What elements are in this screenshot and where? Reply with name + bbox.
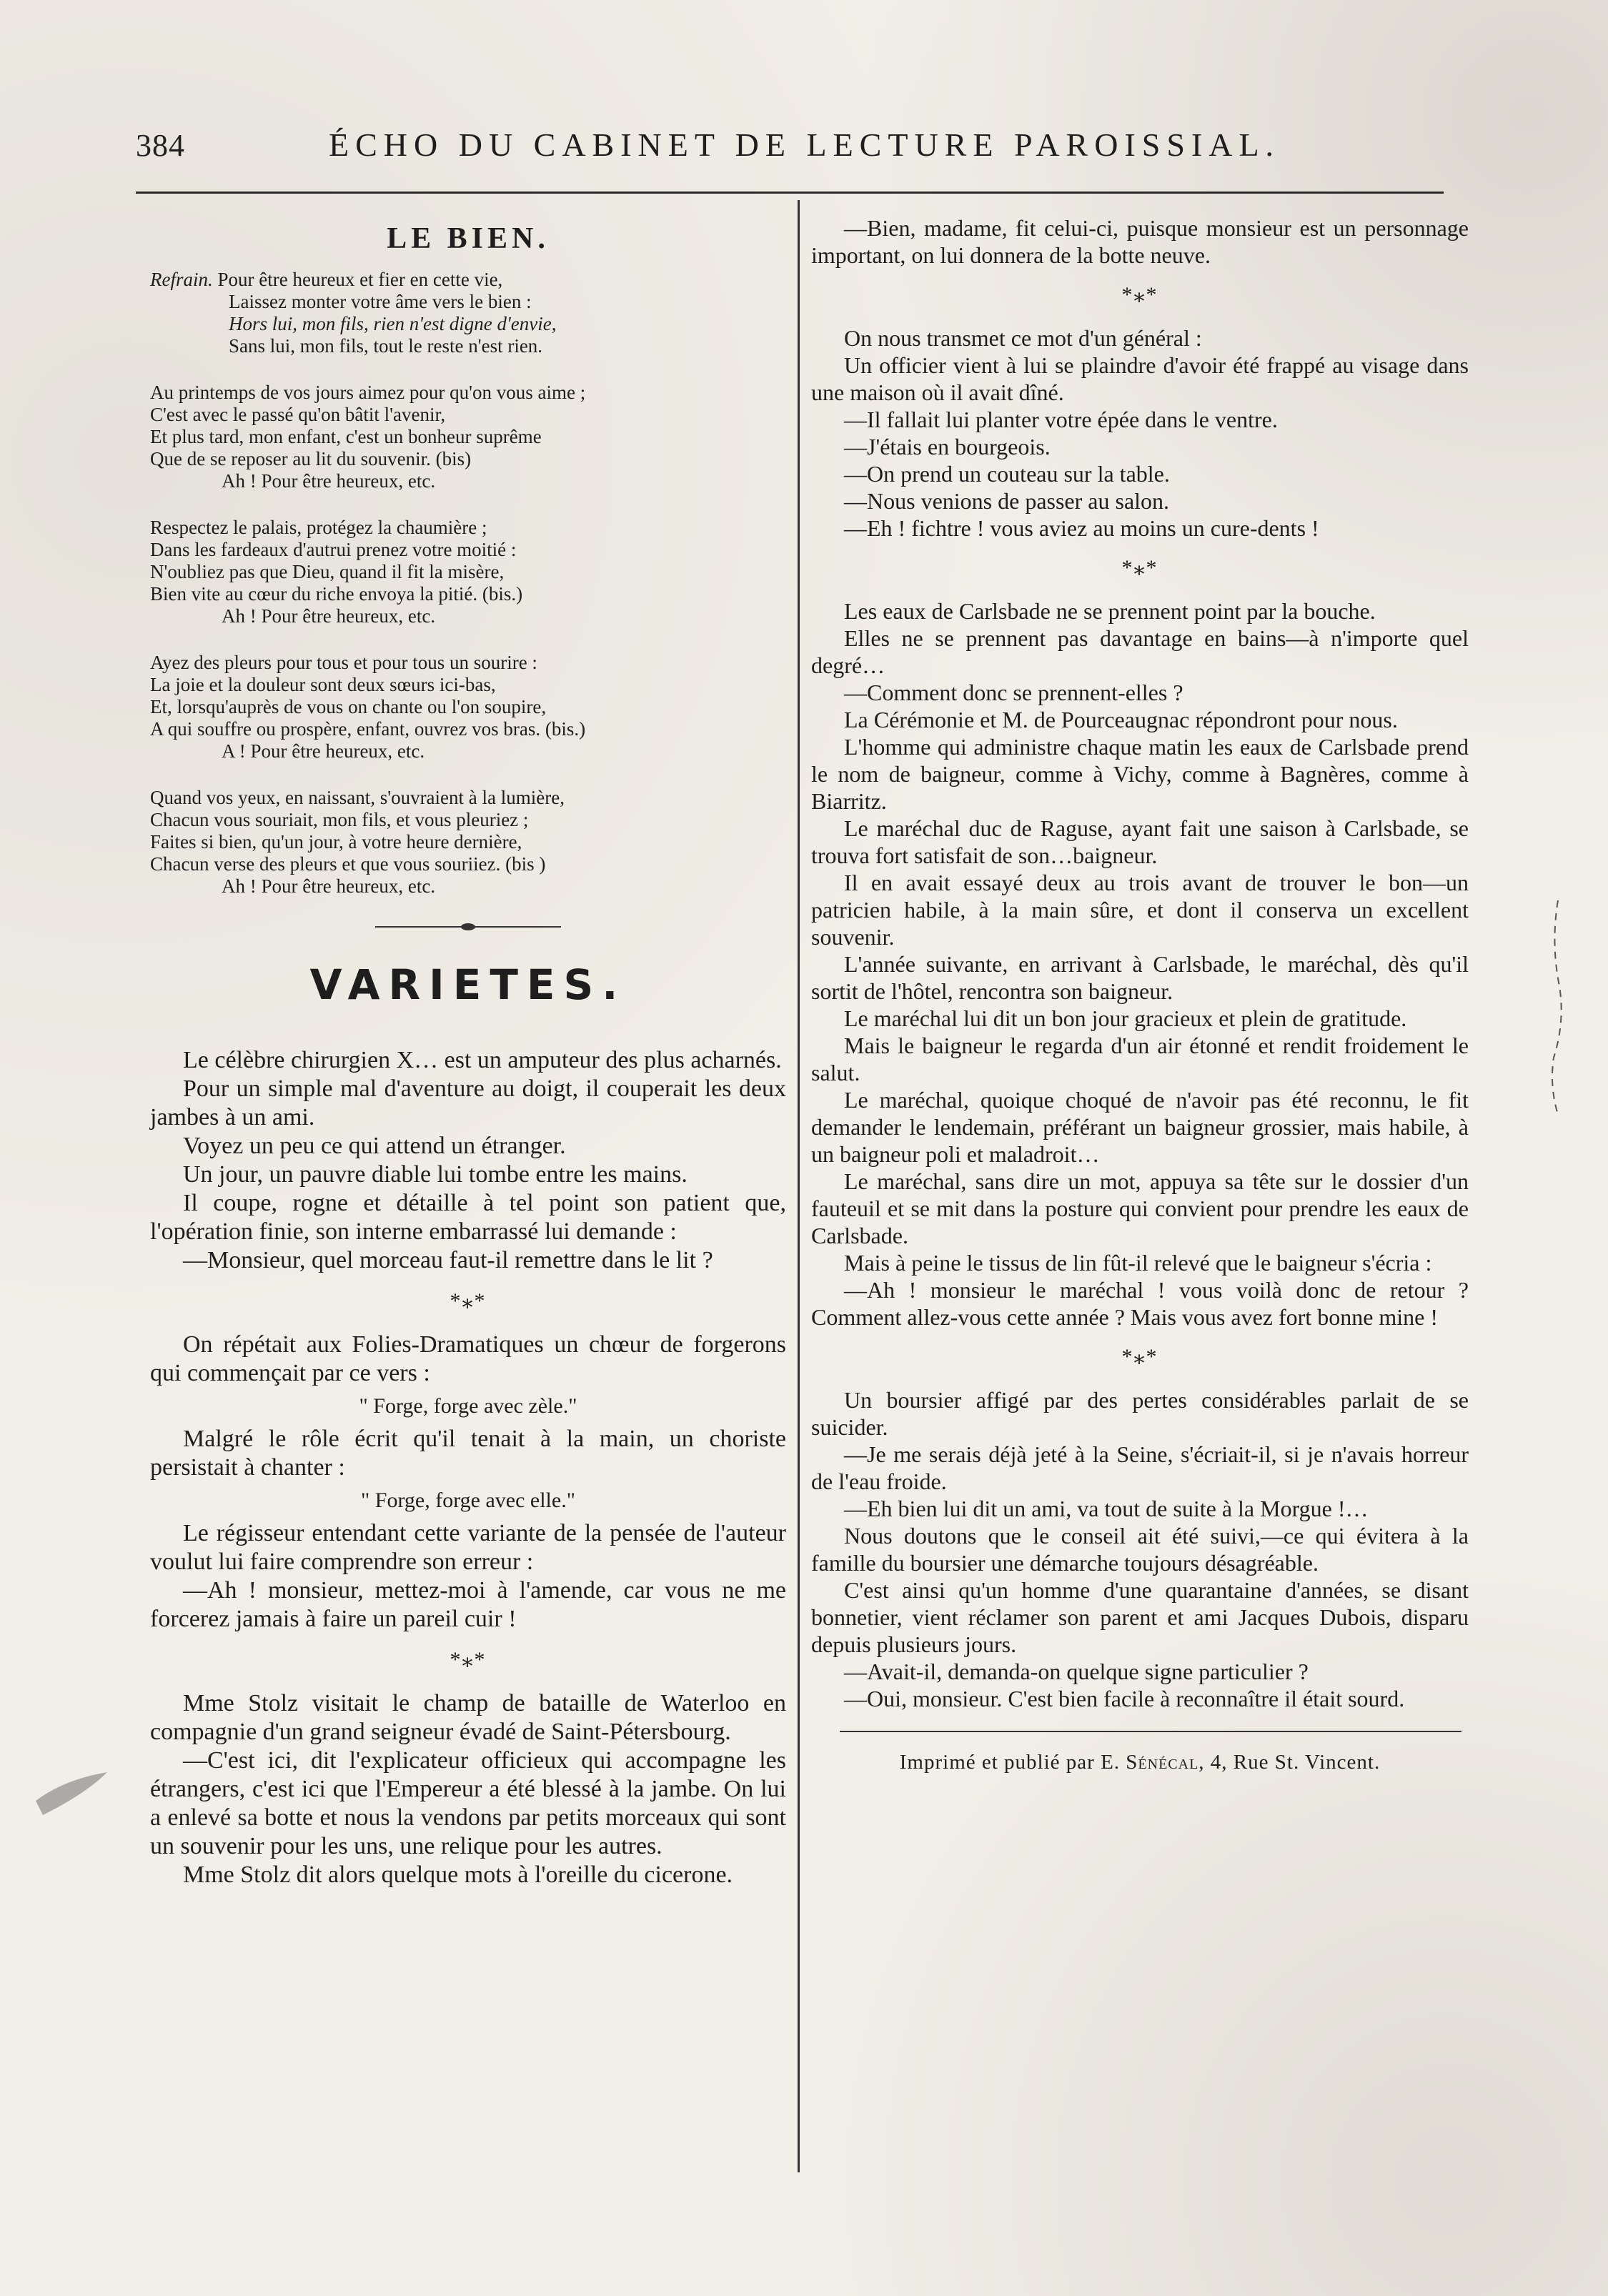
- article-paragraph: —Monsieur, quel morceau faut-il remettre dans le lit ?: [183, 1247, 713, 1273]
- article-paragraph: Un boursier affigé par des pertes considérables parlait de se suicider.: [811, 1387, 1469, 1440]
- right-column: [811, 214, 1469, 1774]
- article-paragraph: Mme Stolz visitait le champ de bataille de Waterloo en compagnie d'un grand seigneur évadé de Saint-Pétersbourg.: [150, 1690, 786, 1745]
- imprint-printer-name: Sénécal: [1126, 1751, 1199, 1774]
- poem-stanza: [150, 787, 786, 898]
- article-paragraph: Il en avait essayé deux au trois avant de trouver le bon—un patricien habile, à la main sûre, et dont il conserva un excellent souvenir.: [811, 870, 1469, 950]
- section-stars: *⁎*: [1121, 1345, 1158, 1368]
- imprint-prefix: Imprimé et publié par E.: [899, 1751, 1126, 1774]
- poem-refrain: [150, 269, 786, 357]
- column-divider: [798, 200, 800, 2172]
- section-stars: *⁎*: [450, 1289, 487, 1313]
- poem-line: Chacun verse des pleurs et que vous souriiez. (bis ): [150, 853, 546, 875]
- article-paragraph: Le régisseur entendant cette variante de la pensée de l'auteur voulut lui faire comprendre son erreur :: [150, 1520, 786, 1575]
- section-ornament: [375, 926, 561, 928]
- article-paragraph: —Bien, madame, fit celui-ci, puisque monsieur est un personnage important, on lui donnera de la botte neuve.: [811, 215, 1469, 268]
- poem-line: Bien vite au cœur du riche envoya la pitié. (bis.): [150, 583, 523, 605]
- quoted-verse: " Forge, forge avec elle.": [361, 1489, 575, 1512]
- article-paragraph: Mais à peine le tissus de lin fût-il relevé que le baigneur s'écria :: [844, 1250, 1432, 1276]
- article-paragraph: —Ah ! monsieur, mettez-moi à l'amende, car vous ne me forcerez jamais à faire un pareil cuir !: [150, 1577, 786, 1632]
- article-paragraph: Malgré le rôle écrit qu'il tenait à la main, un choriste persistait à chanter :: [150, 1426, 786, 1481]
- poem-line: Et, lorsqu'auprès de vous on chante ou l'on soupire,: [150, 696, 547, 717]
- poem-line: Que de se reposer au lit du souvenir. (bis): [150, 448, 472, 469]
- poem-line: [150, 269, 786, 291]
- article-paragraph: —Oui, monsieur. C'est bien facile à reconnaître il était sourd.: [844, 1686, 1405, 1711]
- imprint-suffix: , 4, Rue St. Vincent.: [1198, 1751, 1381, 1774]
- article-paragraph: Voyez un peu ce qui attend un étranger.: [183, 1133, 566, 1159]
- poem-line: Faites si bien, qu'un jour, à votre heure dernière,: [150, 831, 522, 853]
- article-paragraph: Les eaux de Carlsbade ne se prennent point par la bouche.: [844, 598, 1376, 624]
- poem-line: La joie et la douleur sont deux sœurs ici-bas,: [150, 674, 496, 695]
- poem-chorus: Ah ! Pour être heureux, etc.: [222, 470, 436, 492]
- article-paragraph: —Eh bien lui dit un ami, va tout de suite à la Morgue !…: [844, 1496, 1369, 1521]
- article-paragraph: —Ah ! monsieur le maréchal ! vous voilà donc de retour ? Comment allez-vous cette année ? Mais vous avez fort bonne mine !: [811, 1277, 1469, 1330]
- poem-title: LE BIEN.: [387, 222, 550, 255]
- article-paragraph: Le maréchal lui dit un bon jour gracieux et plein de gratitude.: [844, 1005, 1407, 1031]
- imprint-rule: [840, 1731, 1461, 1732]
- poem-line: Sans lui, mon fils, tout le reste n'est rien.: [229, 335, 543, 357]
- article-paragraph: Mme Stolz dit alors quelque mots à l'oreille du cicerone.: [183, 1862, 733, 1888]
- running-title: ÉCHO DU CABINET DE LECTURE PAROISSIAL.: [329, 126, 1281, 163]
- poem-line: Respectez le palais, protégez la chaumière ;: [150, 517, 487, 538]
- page-number: 384: [136, 128, 185, 163]
- poem-stanza: [150, 517, 786, 627]
- article-paragraph: —Comment donc se prennent-elles ?: [844, 680, 1183, 705]
- poem-stanza: [150, 382, 786, 492]
- poem-line: N'oubliez pas que Dieu, quand il fit la misère,: [150, 561, 505, 582]
- article-paragraph: —J'étais en bourgeois.: [844, 434, 1051, 459]
- article-paragraph: —C'est ici, dit l'explicateur officieux qui accompagne les étrangers, c'est ici que l'Empereur a été blessé à la jambe. On lui a enlevé sa botte et nous la vendons par petits morceaux qui sont un souvenir pour les uns, une relique pour les autres.: [150, 1747, 786, 1859]
- poem-line: Au printemps de vos jours aimez pour qu'on vous aime ;: [150, 382, 586, 403]
- section-stars: *⁎*: [1121, 556, 1158, 580]
- poem-line: C'est avec le passé qu'on bâtit l'avenir,: [150, 404, 446, 425]
- article-paragraph: —Nous venions de passer au salon.: [844, 488, 1170, 514]
- imprint-line: [811, 1751, 1469, 1774]
- section-stars: *⁎*: [1121, 283, 1158, 307]
- article-paragraph: Mais le baigneur le regarda d'un air étonné et rendit froidement le salut.: [811, 1033, 1469, 1085]
- section-stars: *⁎*: [450, 1648, 487, 1671]
- article-paragraph: On nous transmet ce mot d'un général :: [844, 325, 1202, 351]
- poem-line: Laissez monter votre âme vers le bien :: [229, 291, 532, 312]
- page-header: [136, 121, 1444, 172]
- article-paragraph: Le maréchal duc de Raguse, ayant fait une saison à Carlsbade, se trouva fort satisfait de son…baigneur.: [811, 815, 1469, 868]
- article-paragraph: On répétait aux Folies-Dramatiques un chœur de forgerons qui commençait par ce vers :: [150, 1331, 786, 1386]
- poem-line: Et plus tard, mon enfant, c'est un bonheur suprême: [150, 426, 542, 447]
- section-title-varietes: VARIETES.: [309, 960, 627, 1009]
- article-paragraph: Le maréchal, quoique choqué de n'avoir pas été reconnu, le fit demander le lendemain, préférant un baigneur grossier, mais habile, à un baigneur poli et maladroit…: [811, 1087, 1469, 1167]
- poem-chorus: Ah ! Pour être heureux, etc.: [222, 875, 436, 897]
- article-paragraph: Nous doutons que le conseil ait été suivi,—ce qui évitera à la famille du boursier une démarche toujours désagréable.: [811, 1523, 1469, 1576]
- article-paragraph: Un officier vient à lui se plaindre d'avoir été frappé au visage dans une maison où il avait dîné.: [811, 352, 1469, 405]
- poem-line: Dans les fardeaux d'autrui prenez votre moitié :: [150, 539, 517, 560]
- refrain-label: Refrain.: [150, 269, 213, 290]
- left-column: [150, 214, 786, 1889]
- article-paragraph: Il coupe, rogne et détaille à tel point son patient que, l'opération finie, son interne embarrassé lui demande :: [150, 1190, 786, 1245]
- margin-ink-smudge: [29, 1744, 114, 1829]
- article-paragraph: —Eh ! fichtre ! vous aviez au moins un cure-dents !: [844, 515, 1319, 541]
- poem-line-text: Pour être heureux et fier en cette vie,: [217, 269, 503, 290]
- article-paragraph: L'année suivante, en arrivant à Carlsbade, le maréchal, dès qu'il sortit de l'hôtel, rencontra son baigneur.: [811, 951, 1469, 1004]
- poem-line: Chacun vous souriait, mon fils, et vous pleuriez ;: [150, 809, 529, 830]
- article-paragraph: Elles ne se prennent pas davantage en bains—à n'importe quel degré…: [811, 625, 1469, 678]
- poem-line: Ayez des pleurs pour tous et pour tous un sourire :: [150, 652, 537, 673]
- poem-stanza: [150, 652, 786, 762]
- article-paragraph: —Il fallait lui planter votre épée dans le ventre.: [844, 407, 1278, 432]
- article-paragraph: —On prend un couteau sur la table.: [844, 461, 1170, 487]
- article-paragraph: —Avait-il, demanda-on quelque signe particulier ?: [844, 1659, 1309, 1684]
- article-paragraph: La Cérémonie et M. de Pourceaugnac répondront pour nous.: [844, 707, 1398, 732]
- quoted-verse: " Forge, forge avec zèle.": [359, 1394, 577, 1418]
- article-paragraph: Un jour, un pauvre diable lui tombe entre les mains.: [183, 1161, 688, 1188]
- header-rule: [136, 192, 1444, 194]
- article-paragraph: L'homme qui administre chaque matin les eaux de Carlsbade prend le nom de baigneur, comme à Vichy, comme à Bagnères, comme à Biarritz.: [811, 734, 1469, 814]
- article-paragraph: Le célèbre chirurgien X… est un amputeur des plus acharnés.: [183, 1047, 782, 1073]
- poem-line: Quand vos yeux, en naissant, s'ouvraient à la lumière,: [150, 787, 565, 808]
- article-paragraph: Pour un simple mal d'aventure au doigt, il couperait les deux jambes à un ami.: [150, 1075, 786, 1130]
- margin-pencil-mark: [1544, 900, 1572, 1115]
- poem-line: A qui souffre ou prospère, enfant, ouvrez vos bras. (bis.): [150, 718, 586, 740]
- poem-line: Hors lui, mon fils, rien n'est digne d'envie,: [229, 313, 557, 334]
- article-paragraph: Le maréchal, sans dire un mot, appuya sa tête sur le dossier d'un fauteuil et se mit dans la posture qui convient pour prendre les eaux de Carlsbade.: [811, 1168, 1469, 1248]
- poem-chorus: A ! Pour être heureux, etc.: [222, 740, 425, 762]
- article-paragraph: —Je me serais déjà jeté à la Seine, s'écriait-il, si je n'avais horreur de l'eau froide.: [811, 1441, 1469, 1494]
- poem-chorus: Ah ! Pour être heureux, etc.: [222, 605, 436, 627]
- article-paragraph: C'est ainsi qu'un homme d'une quarantaine d'années, se disant bonnetier, vient réclamer son parent et ami Jacques Dubois, disparu depuis plusieurs jours.: [811, 1577, 1469, 1657]
